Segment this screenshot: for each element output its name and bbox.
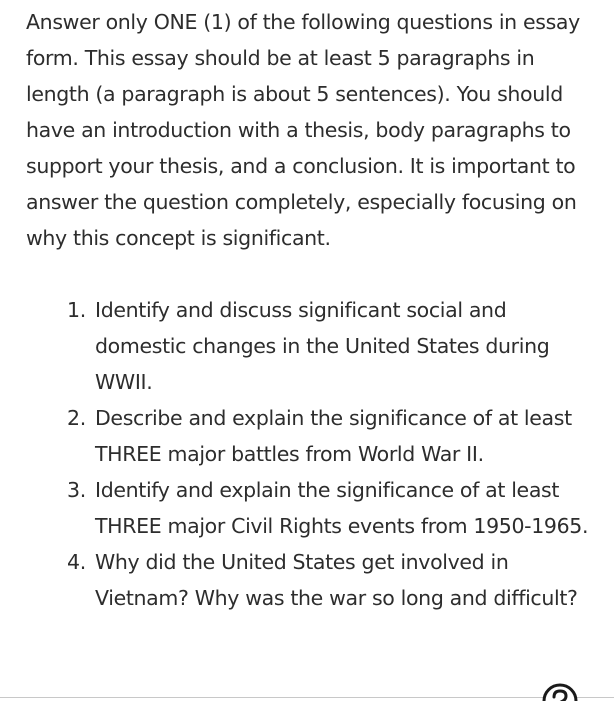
question-number: 1. — [67, 298, 86, 322]
question-item-3 — [67, 472, 595, 544]
bottom-divider — [0, 697, 614, 698]
question-text: Describe and explain the significance of at least THREE major battles from World War II. — [95, 406, 572, 466]
question-number: 2. — [67, 406, 86, 430]
instructions-paragraph: Answer only ONE (1) of the following questions in essay form. This essay should be at least 5 paragraphs in length (a paragraph is about 5 sentences). You should have an introduction with a thesis, body paragraphs to support your thesis, and a conclusion. It is important to answer the question completely, especially focusing on why this concept is significant. — [26, 10, 580, 250]
question-item-4 — [67, 544, 595, 616]
question-number: 4. — [67, 550, 86, 574]
question-text: Why did the United States get involved in Vietnam? Why was the war so long and difficult? — [95, 550, 578, 610]
help-circle-icon[interactable] — [540, 681, 580, 701]
question-item-2 — [67, 400, 595, 472]
question-text: Identify and explain the significance of at least THREE major Civil Rights events from 1950-1965. — [95, 478, 589, 538]
question-number: 3. — [67, 478, 86, 502]
question-text: Identify and discuss significant social and domestic changes in the United States during WWII. — [95, 298, 550, 394]
question-list — [67, 292, 595, 616]
question-item-1 — [67, 292, 595, 400]
